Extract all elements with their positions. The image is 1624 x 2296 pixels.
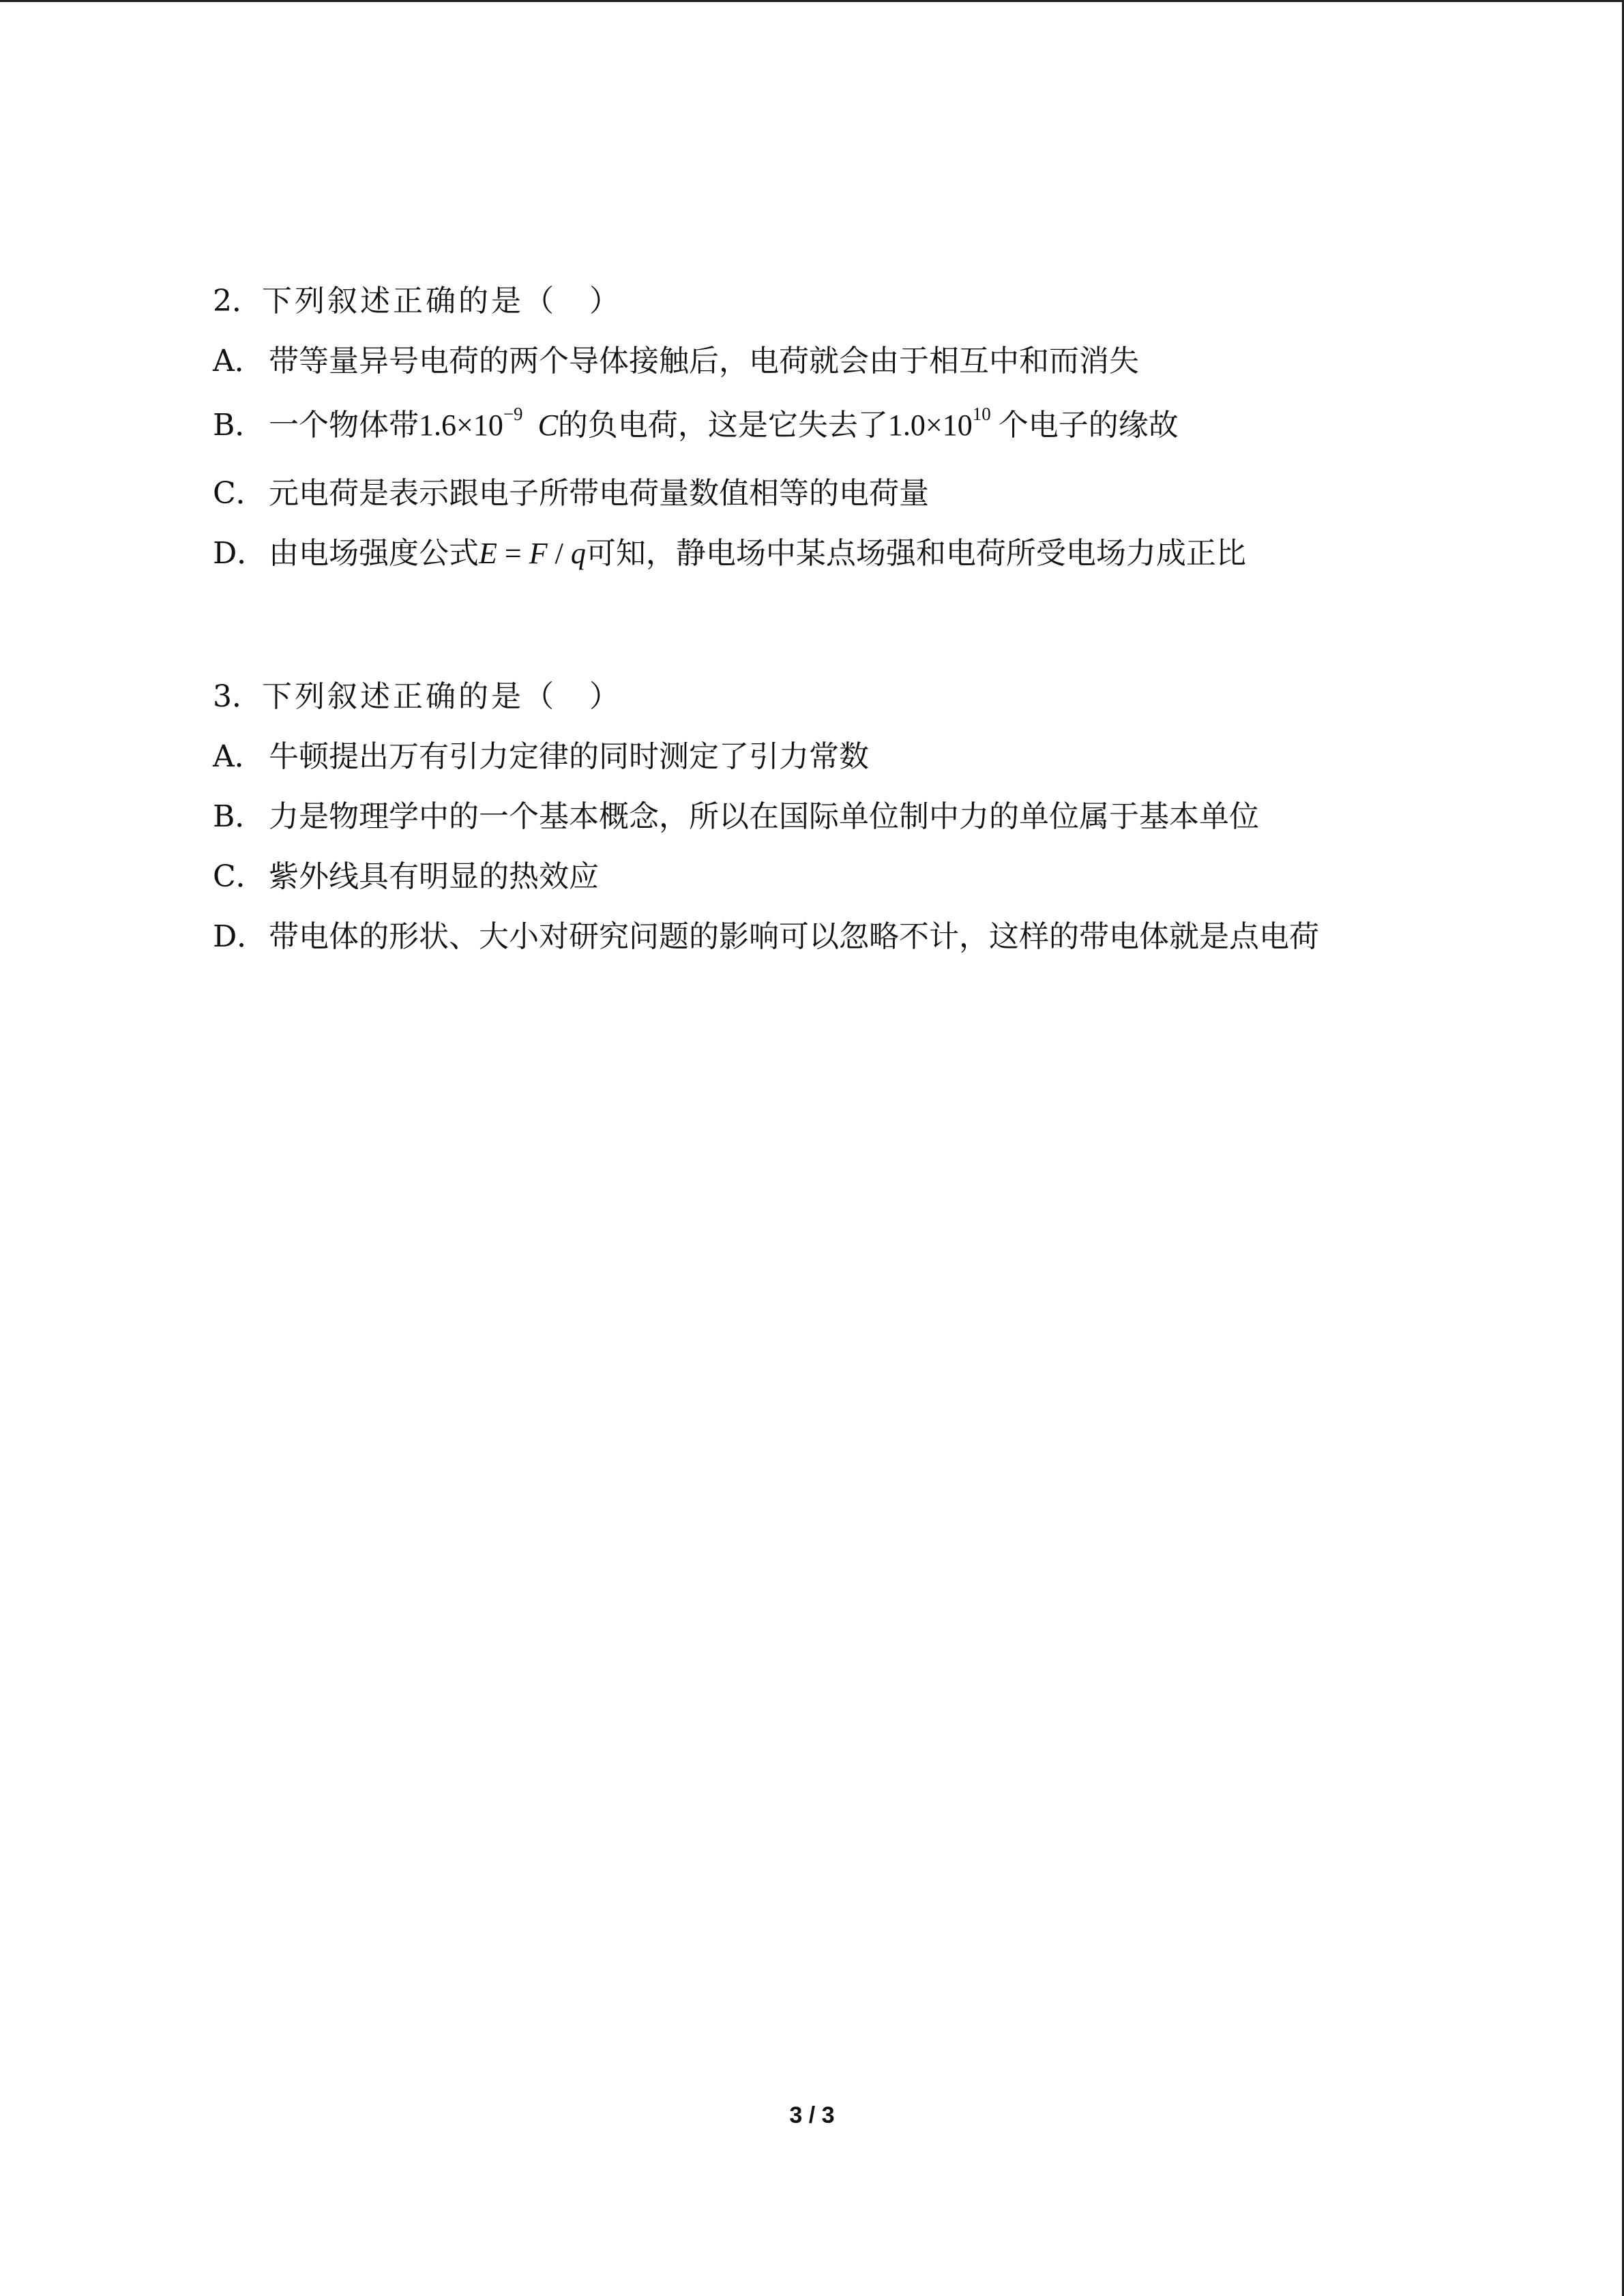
option-letter: C． — [213, 476, 266, 511]
option-b — [213, 391, 1509, 460]
option-a — [213, 727, 1509, 787]
option-c — [213, 464, 1509, 524]
option-d — [213, 907, 1509, 967]
charge-coefficient: 1.6×10 — [419, 408, 503, 442]
option-a — [213, 331, 1509, 391]
option-text: 牛顿提出万有引力定律的同时测定了引力常数 — [269, 739, 869, 774]
option-text: 力是物理学中的一个基本概念，所以在国际单位制中力的单位属于基本单位 — [269, 799, 1259, 834]
formula-equals: = — [497, 537, 529, 570]
formula-slash: / — [547, 537, 571, 570]
charge-value — [419, 404, 558, 442]
option-letter: B． — [213, 799, 265, 834]
electron-coefficient: 1.0×10 — [887, 408, 973, 442]
option-text-post: 个电子的缘故 — [998, 408, 1179, 443]
option-letter: D． — [213, 536, 267, 571]
page-content — [213, 271, 1509, 967]
electron-exponent: 10 — [972, 404, 991, 424]
question-number: 2． — [213, 284, 262, 318]
option-text-pre: 由电场强度公式 — [269, 536, 479, 571]
option-text: 带等量异号电荷的两个导体接触后，电荷就会由于相互中和而消失 — [269, 344, 1139, 378]
option-text-post: 可知，静电场中某点场强和电荷所受电场力成正比 — [585, 536, 1246, 571]
question-stem — [213, 271, 1509, 331]
page-number: 3 / 3 — [789, 2102, 835, 2128]
option-letter: A． — [213, 344, 265, 378]
option-text-pre: 一个物体带 — [269, 408, 419, 443]
charge-unit: C — [537, 408, 558, 442]
question-stem-text: 下列叙述正确的是（ ） — [262, 679, 622, 714]
question-number: 3． — [213, 679, 262, 714]
charge-exponent: −9 — [503, 404, 523, 424]
question-2 — [213, 271, 1509, 584]
question-stem — [213, 667, 1509, 727]
question-stem-text: 下列叙述正确的是（ ） — [262, 284, 622, 318]
option-text: 元电荷是表示跟电子所带电荷量数值相等的电荷量 — [269, 476, 929, 511]
question-3 — [213, 667, 1509, 967]
option-text: 带电体的形状、大小对研究问题的影响可以忽略不计，这样的带电体就是点电荷 — [269, 919, 1319, 954]
option-text: 紫外线具有明显的热效应 — [269, 859, 599, 894]
electron-count — [887, 404, 999, 442]
option-b — [213, 787, 1509, 847]
formula-var-f: F — [529, 537, 548, 570]
field-strength-formula — [479, 537, 586, 570]
option-c — [213, 847, 1509, 907]
option-d — [213, 524, 1509, 584]
option-letter: D． — [213, 919, 267, 954]
option-letter: C． — [213, 859, 266, 894]
formula-var-e: E — [479, 537, 497, 570]
option-letter: B． — [213, 408, 265, 443]
formula-var-q: q — [570, 537, 586, 570]
option-text-mid: 的负电荷，这是它失去了 — [557, 408, 888, 443]
option-letter: A． — [213, 739, 265, 774]
